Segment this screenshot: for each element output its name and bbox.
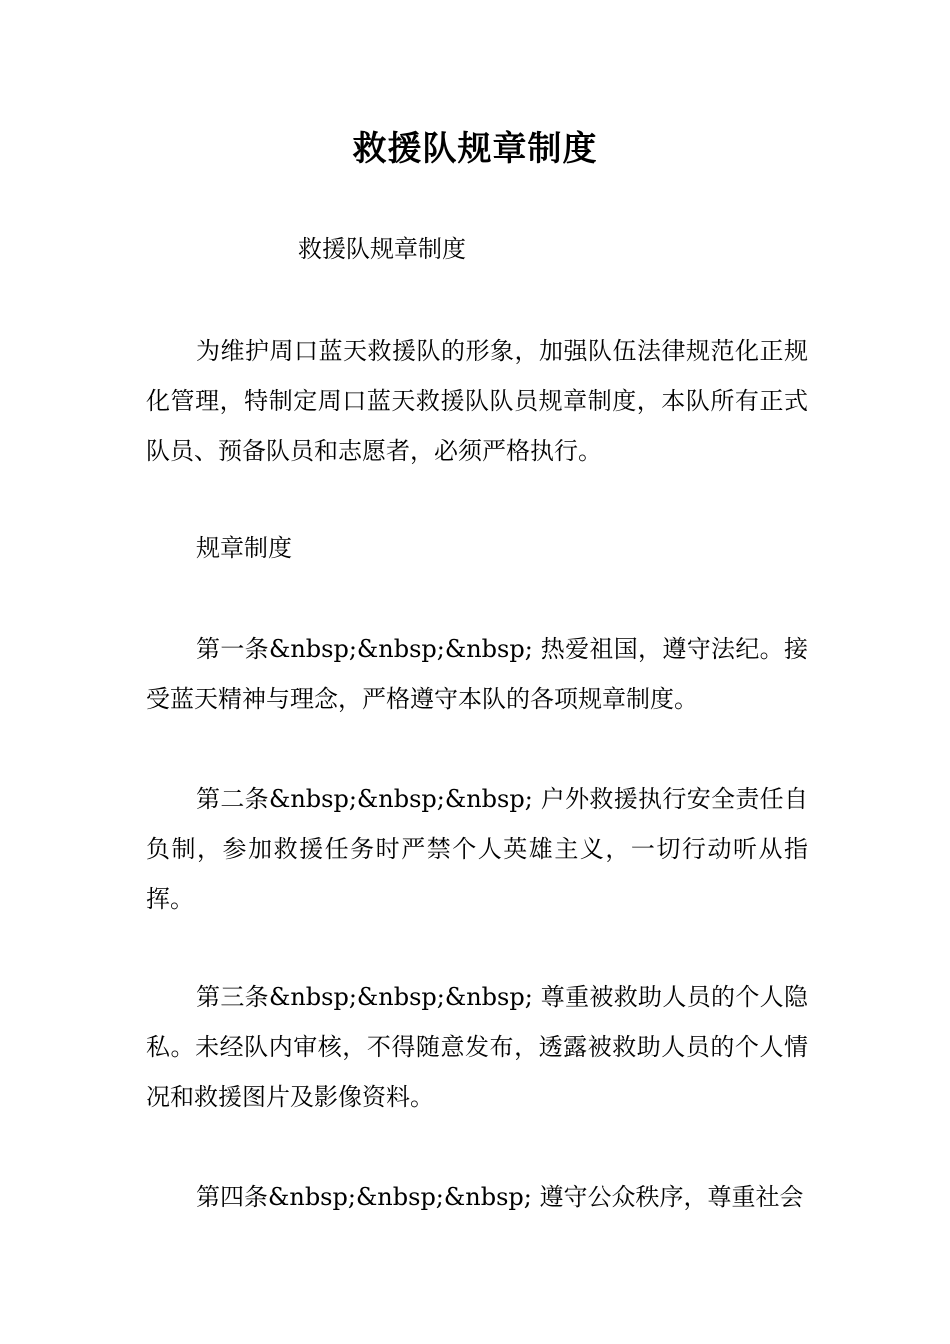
section-heading: 规章制度 <box>196 534 292 562</box>
article-2: 第二条&nbsp;&nbsp;&nbsp; 户外救援执行安全责任自负制，参加救援任务时严禁个人英雄主义，一切行动听从指挥。 <box>146 785 808 913</box>
article-1: 第一条&nbsp;&nbsp;&nbsp; 热爱祖国，遵守法纪。接受蓝天精神与理念，严格遵守本队的各项规章制度。 <box>146 635 808 713</box>
article-4: 第四条&nbsp;&nbsp;&nbsp; 遵守公众秩序，尊重社会 <box>196 1183 804 1211</box>
document-title: 救援队规章制度 <box>352 129 598 169</box>
article-3: 第三条&nbsp;&nbsp;&nbsp; 尊重被救助人员的个人隐私。未经队内审核，不得随意发布，透露被救助人员的个人情况和救援图片及影像资料。 <box>146 983 808 1111</box>
document-subtitle: 救援队规章制度 <box>298 235 466 263</box>
intro-paragraph: 为维护周口蓝天救援队的形象，加强队伍法律规范化正规化管理，特制定周口蓝天救援队队员规章制度，本队所有正式队员、预备队员和志愿者，必须严格执行。 <box>146 337 808 465</box>
